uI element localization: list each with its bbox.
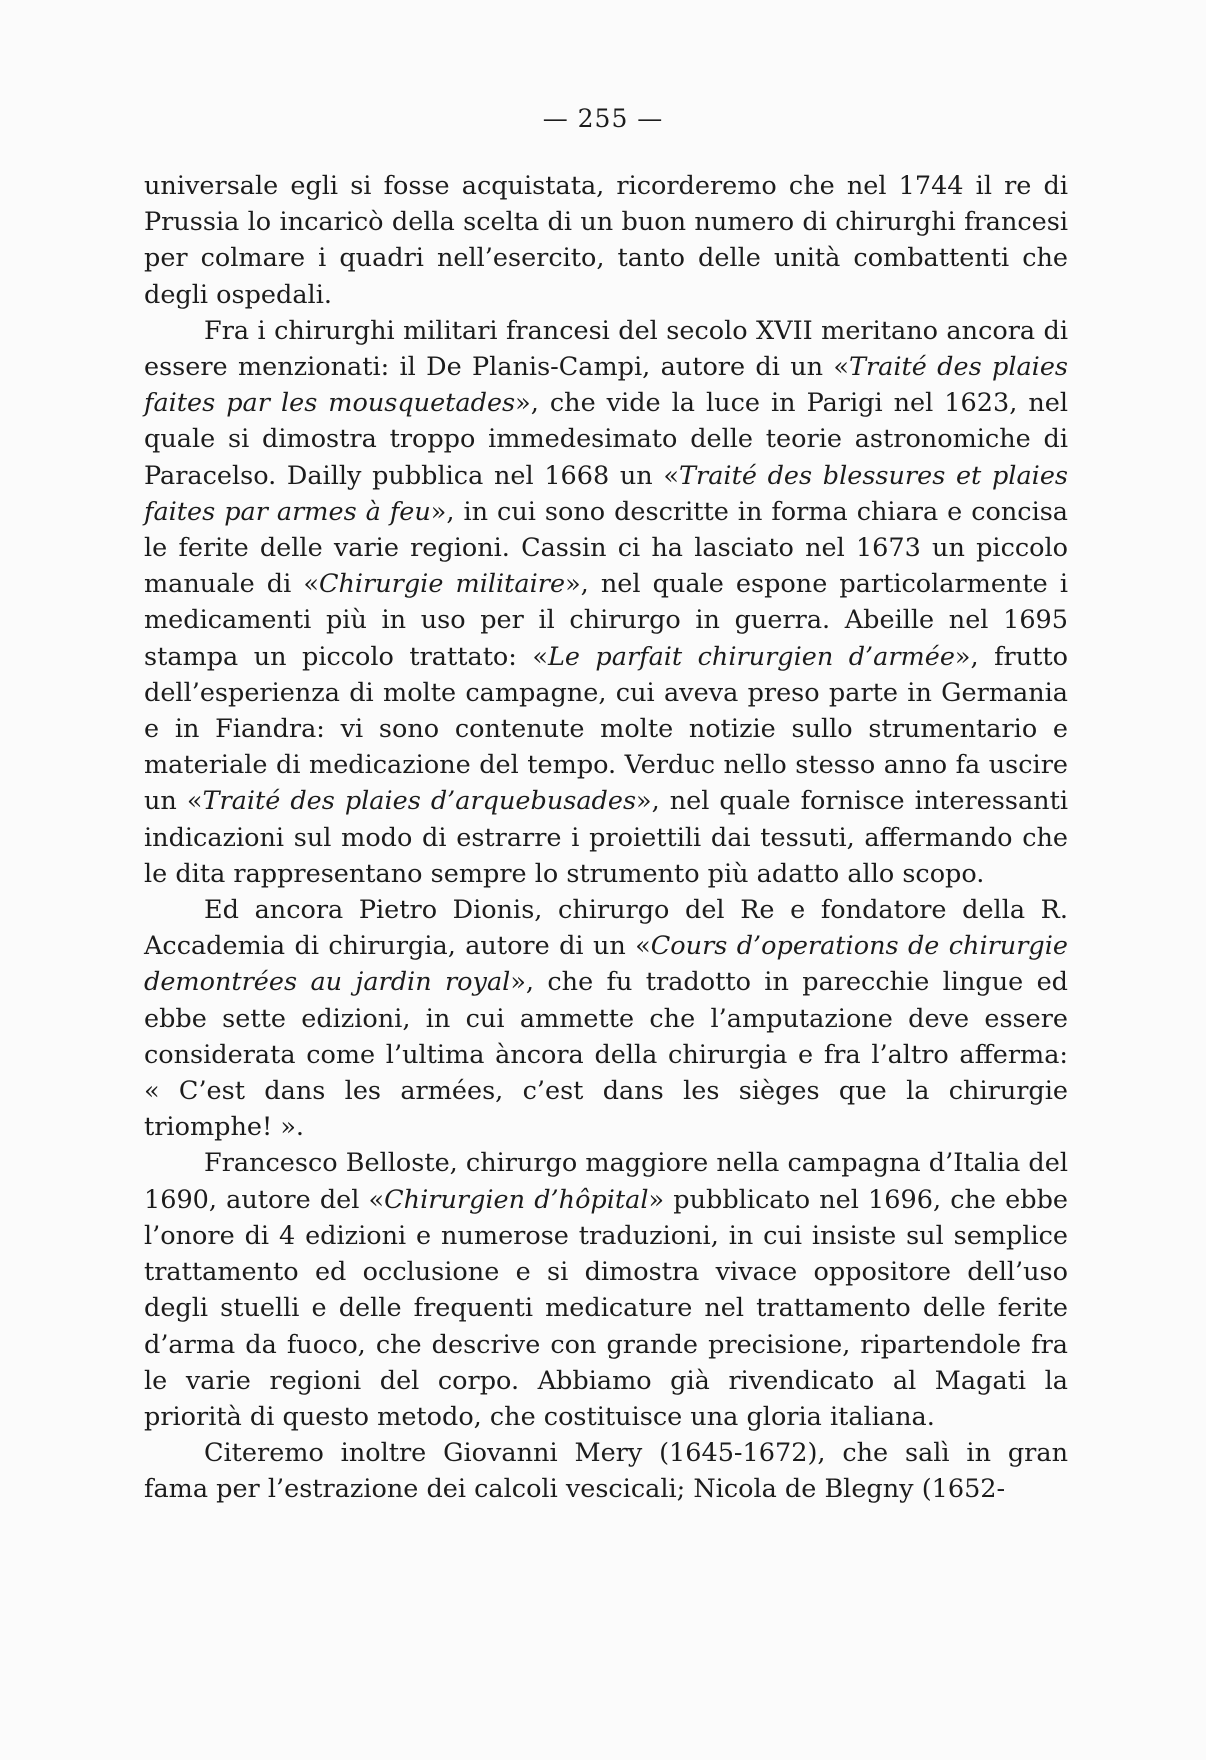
text-segment: », che vide la luce in Parigi nel 1623, nel quale si dimostra troppo immedesimato delle teorie astronomiche di Paracelso. Dailly pubblica nel 1668 un « — [144, 388, 1068, 491]
paragraph — [144, 892, 1068, 1145]
page-number: — 255 — — [542, 104, 664, 133]
book-title: Traité des plaies d’arquebusades — [202, 786, 637, 817]
book-title: Le parfait chirurgien d’armée — [547, 641, 955, 672]
book-title: Traité des plaies faites par les mousquetades — [144, 352, 1069, 419]
text-segment: Francesco Belloste, chirurgo maggiore nella campagna d’Italia del 1690, autore del « — [144, 1148, 1068, 1215]
paragraph — [144, 168, 1068, 313]
body-text — [144, 168, 1068, 1508]
text-segment: universale egli si fosse acquistata, ricorderemo che nel 1744 il re di Prussia lo incaricò della scelta di un buon numero di chirurghi francesi per colmare i quadri nell’esercito, tanto delle unità combattenti che degli ospedali. — [144, 171, 1068, 310]
book-title: Chirurgie militaire — [318, 569, 566, 600]
text-segment: », in cui sono descritte in forma chiara e concisa le ferite delle varie regioni. Cassin ci ha lasciato nel 1673 un piccolo manuale di « — [144, 496, 1069, 600]
text-segment: Fra i chirurghi militari francesi del secolo XVII meritano ancora di essere menzionati: il De Planis-Campi, autore di un « — [144, 315, 1068, 383]
book-title: Cours d’operations de chirurgie demontrées au jardin royal — [144, 931, 1068, 998]
text-segment: », nel quale fornisce interessanti indicazioni sul modo di estrarre i proiettili dai tessuti, affermando che le dita rappresentano sempre lo strumento più adatto allo scopo. — [144, 786, 1069, 889]
text-segment: Citeremo inoltre Giovanni Mery (1645-1672), che salì in gran fama per l’estrazione dei calcoli vescicali; Nicola de Blegny (1652- — [144, 1438, 1068, 1505]
book-title: Chirurgien d’hôpital — [384, 1184, 649, 1215]
paragraph — [144, 1435, 1068, 1507]
text-segment: », frutto dell’esperienza di molte campagne, cui aveva preso parte in Germania e in Fiandra: vi sono contenute molte notizie sullo strumentario e materiale di medicazione del tempo. Verduc nello stesso anno fa uscire un « — [144, 641, 1068, 817]
text-segment: Ed ancora Pietro Dionis, chirurgo del Re e fondatore della R. Accademia di chirurgia, autore di un « — [144, 895, 1068, 962]
text-segment: » pubblicato nel 1696, che ebbe l’onore di 4 edizioni e numerose traduzioni, in cui insiste sul semplice trattamento ed occlusione e si dimostra vivace oppositore dell’uso degli stuelli e delle frequenti medicature nel trattamento delle ferite d’arma da fuoco, che descrive con grande precisione, ripartendole fra le varie regioni del corpo. Abbiamo già rivendicato al Magati la priorità di questo metodo, che costituisce una gloria italiana. — [144, 1184, 1069, 1432]
book-title: Traité des blessures et plaies faites par armes à feu — [144, 460, 1068, 527]
text-segment: », che fu tradotto in parecchie lingue ed ebbe sette edizioni, in cui ammette che l’amputazione deve essere considerata come l’ultima àncora della chirurgia e fra l’altro afferma: « C’est dans les armées, c’est dans les sièges que la chirurgie triomphe! ». — [144, 967, 1068, 1143]
paragraph — [144, 1145, 1068, 1435]
text-segment: », nel quale espone particolarmente i medicamenti più in uso per il chirurgo in guerra. Abeille nel 1695 stampa un piccolo trattato: « — [144, 569, 1068, 672]
paragraph — [144, 313, 1068, 892]
